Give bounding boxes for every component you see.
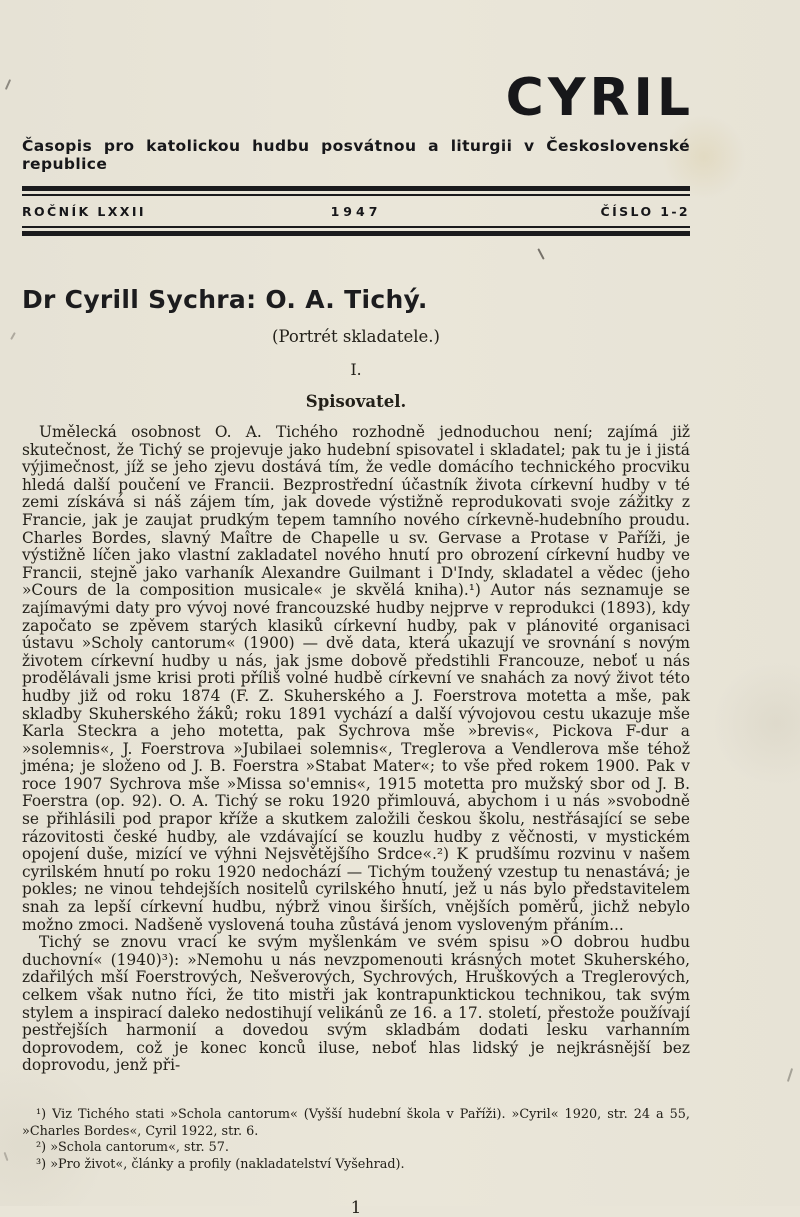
paragraph: Umělecká osobnost O. A. Tichého rozhodně jednoduchou není; zajímá již skutečnost, že Tichý se projevuje jako hudební spisovatel i skladatel; pak tu je i jistá výjimečnost, jíž se jeho zjevu dostává tím, že vedle domácího technického procviku hledá další poučení ve Francii. Bezprostřední účastník života církevní hudby v té zemi získává si náš zájem tím, jak dovede výstižně reprodukovati svoje zážitky z Francie, jak je zaujat prudkým tepem tamního nového církevně-hudebního proudu. Charles Bordes, slavný Maître de Chapelle u sv. Gervase a Protase v Paříži, je výstižně líčen jako vlastní zakladatel nového hnutí pro obrození církevní hudby ve Francii, stejně jako varhaník Alexandre Guilmant i D'Indy, skladatel a vědec (jeho »Cours de la composition musicale« je skvělá kniha).¹) Autor nás seznamuje se zajímavými daty pro vývoj nové francouzské hudby nejprve v reprodukci (1893), kdy započato se zpěvem starých klasiků církevní hudby, pak v plánovité organisaci ústavu »Scholy cantorum« (1900) — dvě data, která ukazují ve srovnání s novým životem církevní hudby u nás, jak jsme dobově předstihli Francouze, neboť u nás prodělávali jsme krisi proti příliš volné hudbě církevní ve snahách za nový život této hudby již od roku 1874 (F. Z. Skuherského a J. Foerstrova motetta a mše, pak skladby Skuherského žáků; roku 1891 vychází a další vývojovou cestu ukazuje mše Karla Steckra a jeho motetta, pak Sychrova mše »brevis«, Pickova F-dur a »solemnis«, J. Foerstrova »Jubilaei solemnis«, Treglerova a Vendlerova mše téhož jména; je složeno od J. B. Foerstra »Stabat Mater«; to vše před rokem 1900. Pak v roce 1907 Sychrova mše »Missa so'emnis«, 1915 motetta pro mužský sbor od J. B. Foerstra (op. 92). O. A. Tichý se roku 1920 přimlouvá, abychom i u nás »svobodně se přihlásili pod prapor kříže a skutkem založili českou školu, nestřásající se sebe rázovitosti české hudby, ale vzdávající se kouzlu hudby z věčnosti, v mystickém opojení duše, mizící ve výhni Nejsvětějšího Srdce«.²) K prudšímu rozvinu v našem cyrilském hnutí po roku 1920 nedochází — Tichým toužený vzestup tu nenastává; je pokles; ne vinou tehdejších nositelů cyrilského hnutí, jež u nás bylo představitelem snah za lepší církevní hudbu, nýbrž vinou širších, vnějších poměrů, jichž nebylo možno zmoci. Nadšeně vyslovená touha zůstává jenom vysloveným přáním...	[22, 423, 690, 934]
article-body	[22, 424, 690, 1075]
scan-mark	[787, 1068, 793, 1082]
footnote: ²) »Schola cantorum«, str. 57.	[36, 1140, 229, 1156]
scan-mark	[5, 79, 11, 90]
footnotes	[22, 1107, 690, 1173]
page-content	[22, 0, 694, 1217]
page-number: 1	[350, 1198, 362, 1217]
volume-label: ROČNÍK LXXII	[22, 204, 146, 219]
footnote: ¹) Viz Tichého stati »Schola cantorum« (Vyšší hudební škola v Paříži). »Cyril« 1920, str. 24 a 55, »Charles Bordes«, Cyril 1922, str. 6.	[22, 1106, 690, 1139]
scan-mark	[4, 1152, 9, 1161]
paragraph: Tichý se znovu vrací ke svým myšlenkám ve svém spisu »O dobrou hudbu duchovní« (1940)³): »Nemohu u nás nevzpomenouti krásných motet Skuherského, zdařilých mší Foerstrových, Nešverových, Sychrových, Hruškových a Treglerových, celkem však nutno říci, že tito mistři jak kontrapunktickou technikou, tak svým stylem a inspirací daleko nedostihují velikánů ze 16. a 17. století, přestože používají pestřejších harmonií a dovedou svým skladbám dodati lesku varhanním doprovodem, což je konec konců iluse, neboť hlas lidský je nejkrásnější bez doprovodu, jenž při-	[22, 933, 690, 1075]
issue-label: ČÍSLO 1-2	[600, 204, 691, 219]
year-label: 1947	[330, 204, 382, 219]
magazine-subtitle: Časopis pro katolickou hudbu posvátnou a liturgii v Československé republice	[22, 137, 690, 173]
masthead-rule-bottom	[22, 226, 690, 236]
article-subtitle: (Portrét skladatele.)	[272, 327, 440, 346]
issue-info-row	[22, 196, 690, 226]
scan-mark	[10, 332, 16, 340]
section-title: Spisovatel.	[305, 392, 407, 411]
article-title: Dr Cyrill Sychra: O. A. Tichý.	[22, 285, 428, 314]
footnote: ³) »Pro život«, články a profily (nakladatelství Vyšehrad).	[36, 1156, 405, 1172]
masthead-rule-top	[22, 186, 690, 196]
section-number: I.	[350, 361, 362, 379]
magazine-logo: CYRIL	[505, 68, 694, 128]
